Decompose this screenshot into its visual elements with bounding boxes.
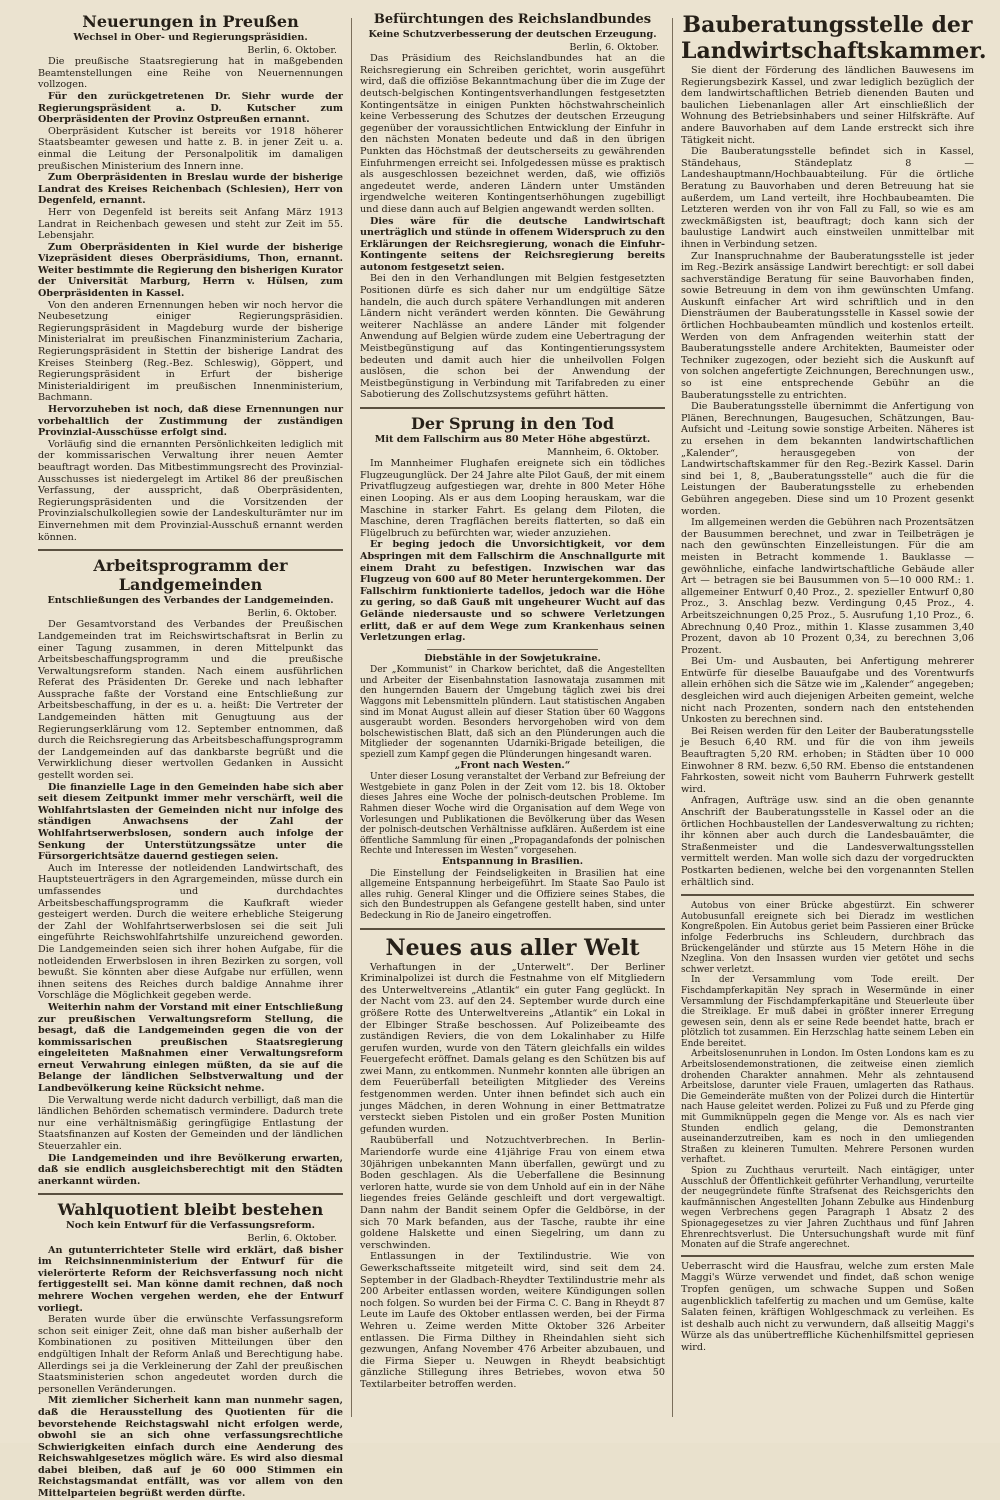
article-subtitle: Mit dem Fallschirm aus 80 Meter Höhe abgestürzt. xyxy=(374,434,651,445)
paragraph: Beraten wurde über die erwünschte Verfassungsreform schon seit einiger Zeit, ohne daß man bisher außerhalb der Kombinationen zu positiven Mitteilungen über den endgültigen Inhalt der Reform Anlaß und Berechtigung habe. Allerdings sei ja die Verkleinerung der Zahl der preußischen Staatsministerien schon angedeutet worden durch die personellen Veränderungen. xyxy=(38,1314,343,1395)
article-front-westen xyxy=(360,761,665,857)
article-sowjetukraine xyxy=(360,654,665,761)
paragraph: In der Versammlung vom Tode ereilt. Der Fischdampferkapitän Ney sprach in Wesermünde in einer Versammlung der Fischdampferkapitäne und Steuerleute über die Streiklage. Er muß dabei in größter innerer Erregung gewesen sein, denn als er seine Rede beendet hatte, brach er plötzlich tot zusammen. Ein Herzschlag hatte seinem Leben ein Ende bereitet. xyxy=(681,975,974,1049)
paragraph: Die Bauberatungsstelle befindet sich in Kassel, Ständehaus, Ständeplatz 8 — Landeshauptmann/Hochbauabteilung. Für die örtliche Beratung zu Bauvorhaben und deren Betreuung hat sie außerdem, um Land verteilt, ihre Hochbaubeamten. Die Letzteren werden von ihr von Fall zu Fall, so wie es am zweckmäßigsten ist, beauftragt; doch kann sich der baulustige Landwirt auch einstweilen unmittelbar mit ihnen in Verbindung setzen. xyxy=(681,146,974,250)
paragraph: Bei Reisen werden für den Leiter der Bauberatungsstelle je Besuch 6,40 RM. und für die von ihm jeweils Beauftragten 5,20 RM. erhoben; in Städten über 10 000 Einwohner 8 RM. bezw. 6,50 RM. Ebenso die entstandenen Fahrkosten, soweit nicht vom Bauherrn Fuhrwerk gestellt wird. xyxy=(681,725,974,795)
article-headline: Diebstähle in der Sowjetukraine. xyxy=(424,652,601,664)
article-bauberatungsstelle xyxy=(681,12,987,888)
column-middle xyxy=(360,10,665,1425)
dateline: Berlin, 6. Oktober. xyxy=(247,44,337,56)
paragraph: Spion zu Zuchthaus verurteilt. Nach eintägiger, unter Ausschluß der Öffentlichkeit geführter Verhandlung, verurteilte der neugegründete fünfte Strafsenat des Reichsgerichts den kaufmännischen Angestellten Johann Zebulke aus Hindenburg wegen Verbrechens gegen Paragraph 1 Absatz 2 des Spionagegesetzes zu vier Jahren Zuchthaus und fünf Jahren Ehrenrechtsverlust. Die Untersuchungshaft wurde mit fünf Monaten auf die Strafe angerechnet. xyxy=(681,1166,974,1251)
paragraph: Im allgemeinen werden die Gebühren nach Prozentsätzen der Bausummen berechnet, und zwar in Teilbeträgen je nach den gewünschten Einzelleistungen. Für die am meisten in Betracht kommende 1. Bauklasse — gewöhnliche, einfache landwirtschaftliche Gebäude aller Art — betragen sie bei Bausummen von 5—10 000 RM.: 1. allgemeiner Entwurf 0,40 Proz., 2. spezieller Entwurf 0,80 Proz., 3. Anschlag bezw. Verdingung 0,45 Proz., 4. Arbeitszeichnungen 0,25 Proz., 5. Ausrufung 1,10 Proz., 6. Abrechnung 0,40 Proz., mithin 1. Klasse zusammen 3,40 Prozent, davon ab 10 Prozent 0,34, zu berechnen 3,06 Prozent. xyxy=(681,517,974,656)
paragraph: Zur Inanspruchnahme der Bauberatungsstelle ist jeder im Reg.-Bezirk ansässige Landwirt berechtigt: er soll dabei sachverständige Beratung für seine Bauvorhaben finden, sowie Betreuung in dem von ihm gewünschten Umfang. Auskunft einfacher Art wird schriftlich und in den Diensträumen der Bauberatungsstelle in Kassel sowie der örtlichen Hochbaubeamten mündlich und kostenlos erteilt. Werden von dem Anfragenden weiterhin statt der Bauberatungsstelle andere Architekten, Baumeister oder Techniker zugezogen, oder bezieht sich die Auskunft auf von solchen angefertigte Zeichnungen, Berechnungen usw., so ist eine entsprechende Gebühr an die Bauberatungsstelle zu entrichten. xyxy=(681,250,974,401)
column-rule xyxy=(672,18,673,1417)
paragraph: Sie dient der Förderung des ländlichen Bauwesens im Regierungsbezirk Kassel, und zwar lediglich bezüglich der dem landwirtschaftlichen Betrieb dienenden Bauten und baulichen Liebenanlagen aller Art einschließlich der Wohnung des Betriebsinhabers und seiner Hilfskräfte. Auf andere Bauvorhaben auf dem Lande erstreckt sich ihre Tätigkeit nicht. xyxy=(681,65,974,146)
article-reichslandbund xyxy=(360,12,665,401)
dateline: Mannheim, 6. Oktober. xyxy=(547,446,659,458)
article-wahlquotient xyxy=(38,1200,343,1499)
article-arbeitsprogramm xyxy=(38,556,343,1187)
article-divider xyxy=(681,894,974,896)
paragraph: Der „Kommunist“ in Charkow berichtet, daß die Angestellten und Arbeiter der Eisenbahnstation Iasnowataja zusammen mit den hungernden Bauern der Umgebung täglich zwei bis drei Waggons mit Lebensmitteln plündern. Laut statistischen Angaben sind im Monat August allein auf dieser Station über 60 Waggons ausgeraubt worden. Besonders hervorgehoben wird von dem bolschewistischen Blatt, daß sich an den Plünderungen auch die Mitglieder der sogenannten Udarniki-Brigade beteiligen, die speziell zum Kampf gegen die Plünderungen hingesandt waren. xyxy=(360,665,665,761)
article-subtitle: Wechsel in Ober- und Regierungspräsidien. xyxy=(73,32,308,43)
paragraph: Die Verwaltung werde nicht dadurch verbilligt, daß man die ländlichen Behörden schematisch vermindere. Dadurch trete nur eine verhältnismäßig geringfügige Entlastung der Staatsfinanzen auf Kosten der Gemeinden und der ländlichen Steuerzahler ein. xyxy=(38,1094,343,1153)
section-headline: Neues aus aller Welt xyxy=(385,934,640,961)
paragraph: Dies wäre für die deutsche Landwirtschaft unerträglich und stünde in offenem Widerspruch zu den Erklärungen der Reichsregierung, wonach die Einfuhr-Kontingente seitens der Reichsregierung bereits autonom festgesetzt seien. xyxy=(360,215,665,273)
article-headline: Befürchtungen des Reichslandbundes xyxy=(373,12,652,27)
dateline: Berlin, 6. Oktober. xyxy=(569,41,659,53)
section-neues-aus-aller-welt xyxy=(360,935,665,1391)
paragraph: Die finanzielle Lage in den Gemeinden habe sich aber seit diesem Zeitpunkt immer mehr verschärft, weil die Wohlfahrtslasten der Gemeinden nicht nur infolge des ständigen Anwachsens der Zahl der Wohlfahrtserwerbslosen, sondern auch infolge der Senkung der Unterstützungssätze unter die Fürsorgerichtsätze dauernd gestiegen seien. xyxy=(38,781,343,863)
dateline: Berlin, 6. Oktober. xyxy=(247,607,337,619)
article-headline: Arbeitsprogramm der Landgemeinden xyxy=(93,556,288,595)
paragraph: Von den anderen Ernennungen heben wir noch hervor die Neubesetzung einiger Regierungspräsidien. Regierungspräsident in Magdeburg wurde der bisherige Ministerialrat im preußischen Finanzministerium Zacharia, Regierungspräsident in Stettin der bisherige Landrat des Kreises Steinberg (Reg.-Bez. Schleswig), Göppert, und Regierungspräsident in Erfurt der bisherige Ministerialdirigent im preußischen Innenministerium, Bachmann. xyxy=(38,299,343,404)
article-divider xyxy=(38,1193,343,1195)
article-sprung-tod xyxy=(360,414,665,644)
paragraph: Arbeitslosenunruhen in London. Im Osten Londons kam es zu Arbeitslosendemonstrationen, die zeitweise einen ziemlich drohenden Charakter annahmen. Mehr als zehntausend Arbeitslose, darunter viele Frauen, umlagerten das Rathaus. Die Gemeinderäte mußten von der Polizei durch die Hintertür nach Hause geleitet werden. Polizei zu Fuß und zu Pferde ging mit Gummiknüppeln gegen die Menge vor. Als es nach vier Stunden endlich gelang, die Demonstranten auseinanderzutreiben, kam es noch in den umliegenden Straßen zu kleineren Tumulten. Mehrere Personen wurden verhaftet. xyxy=(681,1049,974,1166)
advertisement-maggi xyxy=(681,1255,974,1354)
dateline: Berlin, 6. Oktober. xyxy=(247,1233,337,1244)
paragraph: Auch im Interesse der notleidenden Landwirtschaft, des Hauptsteuerträgers in den Agrargemeinden, müsse durch ein umfassendes und durchdachtes Arbeitsbeschaffungsprogramm die Kaufkraft wieder gesteigert werden. Durch die weitere erhebliche Steigerung der Zahl der Wohlfahrtserwerbslosen sei die seit Juli eingeführte Reichswohlfahrtshilfe unzureichend geworden. Die Landgemeinden seien sich ihrer hohen Aufgabe, für die notleidenden Erwerbslosen in ihren Bezirken zu sorgen, voll bewußt. Sie könnten aber diese Aufgabe nur erfüllen, wenn ihnen seitens des Reiches durch baldige Annahme ihrer Vorschläge die Möglichkeit gegeben werde. xyxy=(38,862,343,1002)
paragraph: Die preußische Staatsregierung hat in maßgebenden Beamtenstellungen eine Reihe von Neuernennungen vollzogen. xyxy=(38,56,343,91)
paragraph: Zum Oberpräsidenten in Breslau wurde der bisherige Landrat des Kreises Reichenbach (Schlesien), Herr von Degenfeld, ernannt. xyxy=(38,172,343,207)
article-divider xyxy=(360,407,665,409)
column-right xyxy=(681,10,987,1425)
paragraph: Bei den in den Verhandlungen mit Belgien festgesetzten Positionen dürfe es sich daher nur um endgültige Sätze handeln, die auch durch spätere Verhandlungen mit anderen Ländern nicht verändert werden könnten. Die Gewährung weiterer Nachlässe an andere Länder mit folgender Anwendung auf Belgien würde zudem eine Uebertragung der Meistbegünstigung auf das Kontingentierungssystem bedeuten und damit auch hier die unheilvollen Folgen auslösen, die schon bei der Anwendung der Meistbegünstigung in Verbindung mit Tarifabreden zu einer Sabotierung des Zollschutzsystems geführt hätten. xyxy=(360,273,665,401)
paragraph: Bei Um- und Ausbauten, bei Anfertigung mehrerer Entwürfe für dieselbe Bauaufgabe und des Vorentwurfs allein erhöhen sich die Sätze wie im „Kalender“ angegeben; desgleichen wird auch diejenigen Arbeiten gemeint, welche nicht nach Prozenten, sondern nach den entstehenden Unkosten zu berechnen sind. xyxy=(681,656,974,726)
article-headline: Neuerungen in Preußen xyxy=(82,12,299,31)
article-neuerungen-preussen xyxy=(38,12,343,543)
paragraph: Raubüberfall und Notzuchtverbrechen. In Berlin-Mariendorfe wurde eine 41jährige Frau von einem etwa 30jährigen unbekannten Mann überfallen, gewürgt und zu Boden geschlagen. Als die Ueberfallene die Besinnung verloren hatte, wurde sie von dem Unhold auf ein in der Nähe liegendes freies Gelände geschleift und dort vergewaltigt. Dann nahm der Bandit seinem Opfer die Geldbörse, in der sich 70 Mark befanden, aus der Tasche, raubte ihr eine goldene Halskette und einen Siegelring, um dann zu verschwinden. xyxy=(360,1135,665,1251)
column-rule xyxy=(351,18,352,1417)
paragraph: Im Mannheimer Flughafen ereignete sich ein tödliches Flugzeugunglück. Der 24 Jahre alte Pilot Gauß, der mit einem Privatflugzeug aufgestiegen war, drehte in 800 Meter Höhe einen Looping. Als er aus dem Looping herauskam, war die Maschine in starker Fahrt. Es gelang dem Piloten, die Maschine, deren Tragflächen bereits flatterten, so daß ein Flügelbruch zu befürchten war, wieder anzuziehen. xyxy=(360,458,665,539)
article-headline: „Front nach Westen.“ xyxy=(454,759,571,771)
article-divider xyxy=(38,549,343,551)
column-left xyxy=(38,10,343,1500)
article-headline: Der Sprung in den Tod xyxy=(410,414,615,433)
article-headline: Wahlquotient bleibt bestehen xyxy=(57,1200,324,1220)
paragraph: Verhaftungen in der „Unterwelt“. Der Berliner Kriminalpolizei ist durch die Festnahme von elf Mitgliedern des Unterweltvereins „Atlantik“ ein guter Fang geglückt. In der Nacht vom 23. auf den 24. September wurde durch eine größere Rotte des Unterweltvereins „Atlantik“ ein Lokal in der Elbinger Straße beschossen. Auf Polizeibeamte des zuständigen Reviers, die von dem Lokalinhaber zu Hilfe gerufen wurden, wurde von den Tätern gleichfalls ein wildes Feuergefecht eröffnet. Damals gelang es den Schützen bis auf zwei Mann, zu entkommen. Nunmehr konnten alle übrigen an dem Feuerüberfall beteiligten Mitglieder des Vereins festgenommen werden. Unter ihnen befindet sich auch ein junges Mädchen, in deren Wohnung in einer Bettmatratze versteckt sieben Pistolen und ein großer Posten Munition gefunden wurden. xyxy=(360,961,665,1135)
paragraph: Hervorzuheben ist noch, daß diese Ernennungen nur vorbehaltlich der Zustimmung der zuständigen Provinzial-Ausschüsse erfolgt sind. xyxy=(38,404,343,439)
article-headline: Entspannung in Brasilien. xyxy=(441,855,584,867)
paragraph: Für den zurückgetretenen Dr. Siehr wurde der Regierungspräsident a. D. Kutscher zum Oberpräsidenten der Provinz Ostpreußen ernannt. xyxy=(38,90,343,126)
paragraph: Anfragen, Aufträge usw. sind an die oben genannte Anschrift der Bauberatungsstelle in Kassel oder an die örtlichen Hochbaustellen der Landesverwaltung zu richten; ihr können aber auch durch die Landesbauämter, die Straßenmeister und die Landesverwaltungsstellen vermittelt werden. Man wolle sich dazu der vorgedruckten Postkarten bedienen, welche bei den vorgenannten Stellen erhältlich sind. xyxy=(681,795,974,888)
article-headline: Bauberatungsstelle der Landwirtschaftskammer. xyxy=(681,12,987,64)
paragraph: Autobus von einer Brücke abgestürzt. Ein schwerer Autobusunfall ereignete sich bei Dieradz im westlichen Kongreßpolen. Ein Autobus geriet beim Passieren einer Brücke infolge Federbruchs ins Schleudern, durchbrach das Brückengeländer und stürzte aus 15 Metern Höhe in die Nzeglina. Von den Insassen wurden vier getötet und sechs schwer verletzt. xyxy=(681,901,974,975)
article-brasilien xyxy=(360,857,665,922)
paragraph: Die Bauberatungsstelle übernimmt die Anfertigung von Plänen, Berechnungen, Baugesuchen, Schätzungen, Bau-Aufsicht und -Leitung sowie sonstige Arbeiten. Näheres ist zu ersehen in dem bekannten landwirtschaftlichen „Kalender“, herausgegeben von der Landwirtschaftskammer für den Reg.-Bezirk Kassel. Darin sind bei 1, 8, „Bauberatungsstelle“ auch die für die Leistungen der Bauberatungsstelle zu erhebenden Gebühren angegeben. Diese sind um 10 Prozent gesenkt worden. xyxy=(681,401,974,517)
ad-text: Ueberrascht wird die Hausfrau, welche zum ersten Male Maggi's Würze verwendet und findet, daß schon wenige Tropfen genügen, um schwache Suppen und Soßen augenblicklich tafelfertig zu machen und um Gemüse, kalte Salaten feinen, kräftigen Wohlgeschmack zu verleihen. Es ist deshalb auch nicht zu verwundern, daß allseitig Maggi's Würze als das unübertreffliche Küchenhilfsmittel gepriesen wird. xyxy=(681,1260,974,1353)
paragraph: Unter dieser Losung veranstaltet der Verband zur Befreiung der Westgebiete in ganz Polen in der Zeit vom 12. bis 18. Oktober dieses Jahres eine Woche der polnisch-deutschen Probleme. Im Rahmen dieser Woche wird die Organisation auf dem Wege von Vorlesungen und Publikationen die Bevölkerung über das Wesen der polnisch-deutschen Verhältnisse aufklären. Außerdem ist eine öffentliche Sammlung für einen „Propagandafonds der polnischen Rechte und Interessen im Westen“ vorgesehen. xyxy=(360,772,665,857)
article-divider xyxy=(427,649,598,650)
paragraph: Das Präsidium des Reichslandbundes hat an die Reichsregierung ein Schreiben gerichtet, worin ausgeführt wird, daß die offiziöse Bekanntmachung über die im Zuge der deutsch-belgischen Kontingentsverhandlungen festgesetzten Kontingentsätze in einigen Punkten höchstwahrscheinlich keine Verbesserung des Schutzes der deutschen Erzeugung gegenüber der voraussichtlichen Entwicklung der Einfuhr in den nächsten Monaten bedeute und daß in den übrigen Punkten das Höchstmaß der deutscherseits zu gewährenden Einfuhrmengen erreicht sei. Infolgedessen müsse es praktisch als ausgeschlossen bezeichnet werden, daß, wie offiziös angedeutet werde, anderen Ländern unter Umständen irgendwelche weiteren Kontingentserhöhungen zugebilligt und diese dann auch auf Belgien angewandt werden sollten. xyxy=(360,53,665,215)
paragraph: Mit ziemlicher Sicherheit kann man nunmehr sagen, daß die Herausstellung des Quotienten für die bevorstehende Reichstagswahl nicht erfolgen werde, obwohl sie an sich ohne verfassungsrechtliche Schwierigkeiten einfach durch eine Aenderung des Reichswahlgesetzes möglich wäre. Es wird also diesmal dabei bleiben, daß auf je 60 000 Stimmen ein Reichstagsmandat entfällt, was vor allem von den Mittelparteien begrüßt werden dürfte. xyxy=(38,1395,343,1500)
news-briefs xyxy=(681,901,974,1251)
article-subtitle: Noch kein Entwurf für die Verfassungsreform. xyxy=(66,1220,315,1232)
article-divider xyxy=(360,928,665,930)
paragraph: Der Gesamtvorstand des Verbandes der Preußischen Landgemeinden trat im Reichswirtschaftsrat in Berlin zu einer Tagung zusammen, in deren Mittelpunkt das Arbeitsbeschaffungsprogramm und die preußische Verwaltungsreform standen. Nach einem ausführlichen Referat des Präsidenten Dr. Gereke und nach lebhafter Aussprache faßte der Vorstand eine Entschließung zur Arbeitsbeschaffung, in der es u. a. heißt: Die Vertreter der Landgemeinden hätten mit Genugtuung aus der Regierungserklärung vom 12. September entnommen, daß durch die Reichsregierung das Arbeitsbeschaffungsprogramm der Landgemeinden auf das dankbarste begrüßt und die Verwirklichung dieser wertvollen Gedanken in Aussicht gestellt worden sei. xyxy=(38,619,343,782)
paragraph: Vorläufig sind die ernannten Persönlichkeiten lediglich mit der kommissarischen Verwaltung ihrer neuen Aemter beauftragt worden. Das Mitbestimmungsrecht des Provinzial-Ausschusses ist niedergelegt im Artikel 86 der preußischen Verfassung, der ausspricht, daß Oberpräsidenten, Regierungspräsidenten und die Vorsitzenden der Provinzialschulkollegien sowie der Landeskulturämter nur im Einvernehmen mit dem Provinzial-Ausschuß ernannt werden können. xyxy=(38,438,343,543)
paragraph: Die Landgemeinden und ihre Bevölkerung erwarten, daß sie endlich ausgleichsberechtigt mit den Städten anerkannt würden. xyxy=(38,1152,343,1187)
article-subtitle: Keine Schutzverbesserung der deutschen Erzeugung. xyxy=(368,29,657,40)
paragraph: Weiterhin nahm der Vorstand mit einer Entschließung zur preußischen Verwaltungsreform Stellung, die besagt, daß die Landgemeinden gegen die von der kommissarischen preußischen Staatsregierung eingeleiteten Maßnahmen einer Verwaltungsreform erneut Verwahrung einlegen müßten, da sie auf die Belange der ländlichen Selbstverwaltung und der Landbevölkerung keine Rücksicht nehme. xyxy=(38,1001,343,1095)
paragraph: An gutunterrichteter Stelle wird erklärt, daß bisher im Reichsinnenministerium der Entwurf für die vielerörterte Reform der Reichsverfassung noch nicht fertiggestellt sei. Man könne damit rechnen, daß noch mehrere Wochen vergehen werden, ehe der Entwurf vorliegt. xyxy=(38,1244,343,1314)
paragraph: Oberpräsident Kutscher ist bereits vor 1918 höherer Staatsbeamter gewesen und hatte z. B. in jener Zeit u. a. einmal die Leitung der Personalpolitik im damaligen preußischen Ministerium des Innern inne. xyxy=(38,125,343,172)
paragraph: Er beging jedoch die Unvorsichtigkeit, vor dem Abspringen mit dem Fallschirm die Anschnallgurte mit einem Draht zu befestigen. Inzwischen war das Flugzeug von 600 auf 80 Meter heruntergekommen. Der Fallschirm funktionierte tadellos, jedoch war die Höhe zu gering, so daß Gauß mit ungeheurer Wucht auf das Gelände niedersauste und so schwere Verletzungen erlitt, daß er auf dem Wege zum Krankenhaus seinen Verletzungen erlag. xyxy=(360,539,665,644)
paragraph: Herr von Degenfeld ist bereits seit Anfang März 1913 Landrat in Reichenbach gewesen und steht zur Zeit im 55. Lebensjahr. xyxy=(38,206,343,242)
paragraph: Zum Oberpräsidenten in Kiel wurde der bisherige Vizepräsident dieses Oberpräsidiums, Thon, ernannt. Weiter bestimmte die Regierung den bisherigen Kurator der Universität Marburg, Herrn v. Hülsen, zum Oberpräsidenten in Kassel. xyxy=(38,241,343,300)
article-subtitle: Entschließungen des Verbandes der Landgemeinden. xyxy=(47,595,334,607)
paragraph: Entlassungen in der Textilindustrie. Wie von Gewerkschaftsseite mitgeteilt wird, sind seit dem 24. September in der Gladbach-Rheydter Textilindustrie mehr als 200 Arbeiter entlassen worden, weitere Kündigungen sollen noch folgen. So wurden bei der Firma C. C. Bang in Rheydt 87 Leute im Laufe des Oktober entlassen werden, bei der Firma Wehren u. Zeime werden Mitte Oktober 326 Arbeiter entlassen. Die Firma Dilthey in Rheindahlen sieht sich gezwungen, Anfang November 476 Arbeiter abzubauen, und die Firma Sieper u. Neuwgen in Rheydt beabsichtigt gänzliche Stillegung ihres Betriebes, wovon etwa 50 Textilarbeiter betroffen werden. xyxy=(360,1251,665,1390)
paragraph: Die Einstellung der Feindseligkeiten in Brasilien hat eine allgemeine Entspannung herbeigeführt. Im Staate Sao Paulo ist alles ruhig. General Klinger und die Offiziere seines Stabes, die sich den Bundestruppen als Gefangene gestellt haben, sind unter Bedeckung in Rio de Janeiro eingetroffen. xyxy=(360,868,665,921)
